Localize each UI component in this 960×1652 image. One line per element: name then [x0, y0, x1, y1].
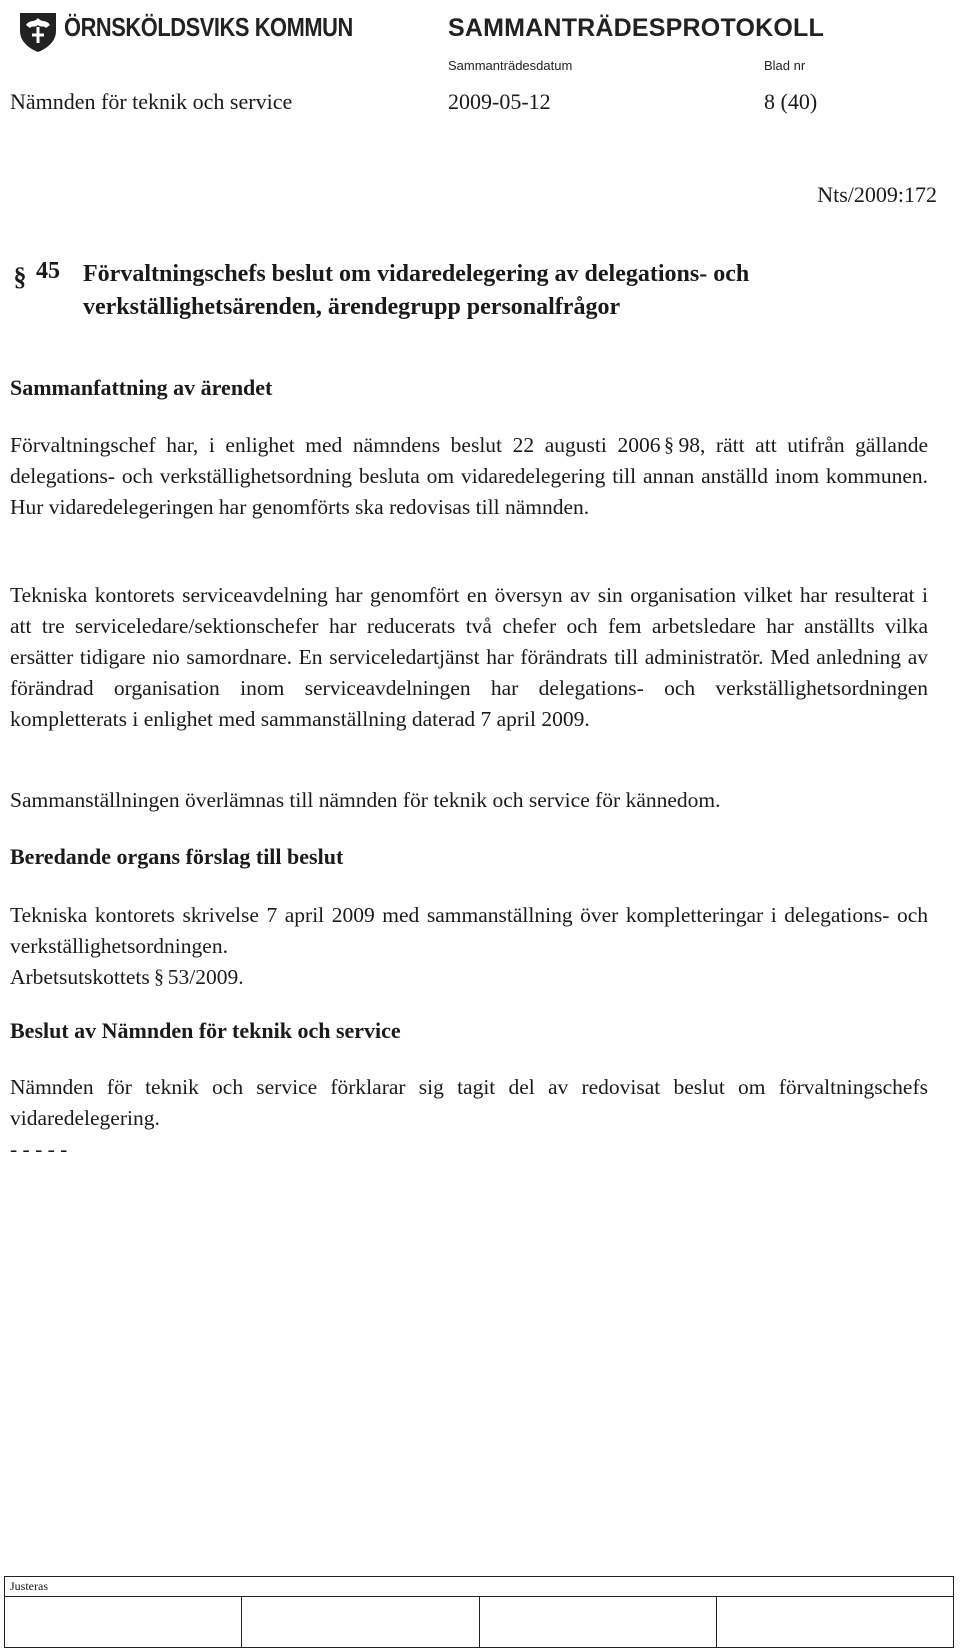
proposal-p2-text-b: 53/2009.	[167, 965, 244, 989]
decision-paragraph-1: Nämnden för teknik och service förklarar sig tagit del av redovisat beslut om förvaltningschefs vidaredelegering.	[10, 1075, 928, 1130]
signature-cell	[480, 1597, 718, 1648]
summary-p1-text-b: 98, rätt att utifrån gällande delegations- och verkställighetsordning besluta om vidaredelegering till annan anställd inom kommunen. Hur vidaredelegeringen har genomförts ska redovisas till nämnden.	[10, 433, 928, 519]
proposal-paragraph-2	[10, 962, 928, 993]
signature-cell	[717, 1597, 954, 1648]
meeting-date-label: Sammanträdesdatum	[448, 58, 573, 73]
page-number: 8 (40)	[764, 89, 818, 114]
document-type: SAMMANTRÄDESPROTOKOLL	[448, 14, 824, 42]
proposal-p2-text-a: Arbetsutskottets	[10, 965, 150, 989]
svg-text:§: §	[13, 262, 27, 290]
case-number: Nts/2009:172	[817, 182, 937, 207]
section-sign-icon	[663, 433, 675, 455]
svg-text:§: §	[664, 434, 675, 455]
summary-paragraph-2: Tekniska kontorets serviceavdelning har genomfört en översyn av sin organisation vilket har resulterat i att tre serviceledare/sektionschefer har reducerats två chefer och fem arbetsledare har anställts vilka ersätter tidigare nio samordnare. En serviceledartjänst har förändrats till administratör. Med anledning av förändrad organisation inom serviceavdelningen har delegations- och verkställighetsordningen kompletterats i enlighet med sammanställning daterad 7 april 2009.	[10, 583, 928, 731]
section-title: Förvaltningschefs beslut om vidaredelegering av delegations- och verkställighetsärenden, ärendegrupp personalfrågor	[83, 261, 750, 320]
summary-p1-text-a: Förvaltningschef har, i enlighet med nämndens beslut 22 augusti 2006	[10, 433, 661, 457]
signature-row	[4, 1596, 954, 1648]
page-number-label: Blad nr	[764, 58, 806, 73]
signature-cell	[4, 1597, 242, 1648]
summary-heading: Sammanfattning av ärendet	[10, 375, 273, 400]
proposal-heading: Beredande organs förslag till beslut	[10, 844, 344, 869]
section-sign-icon	[153, 965, 165, 987]
meeting-date: 2009-05-12	[448, 89, 551, 114]
end-marker: - - - - -	[10, 1137, 68, 1161]
proposal-paragraph-1: Tekniska kontorets skrivelse 7 april 2009 med sammanställning över kompletteringar i delegations- och verkställighetsordningen.	[10, 903, 928, 958]
decision-heading: Beslut av Nämnden för teknik och service	[10, 1018, 401, 1043]
municipality-name: ÖRNSKÖLDSVIKS KOMMUN	[64, 12, 353, 42]
justeras-label: Justeras	[10, 1579, 48, 1593]
municipality-crest-icon	[18, 9, 58, 53]
section-number: 45	[36, 258, 60, 284]
section-sign-icon	[10, 262, 30, 290]
svg-text:§: §	[153, 966, 164, 987]
summary-paragraph-3: Sammanställningen överlämnas till nämnden för teknik och service för kännedom.	[10, 788, 721, 812]
summary-paragraph-1	[10, 430, 928, 523]
signature-cell	[242, 1597, 480, 1648]
committee-name: Nämnden för teknik och service	[10, 89, 293, 114]
